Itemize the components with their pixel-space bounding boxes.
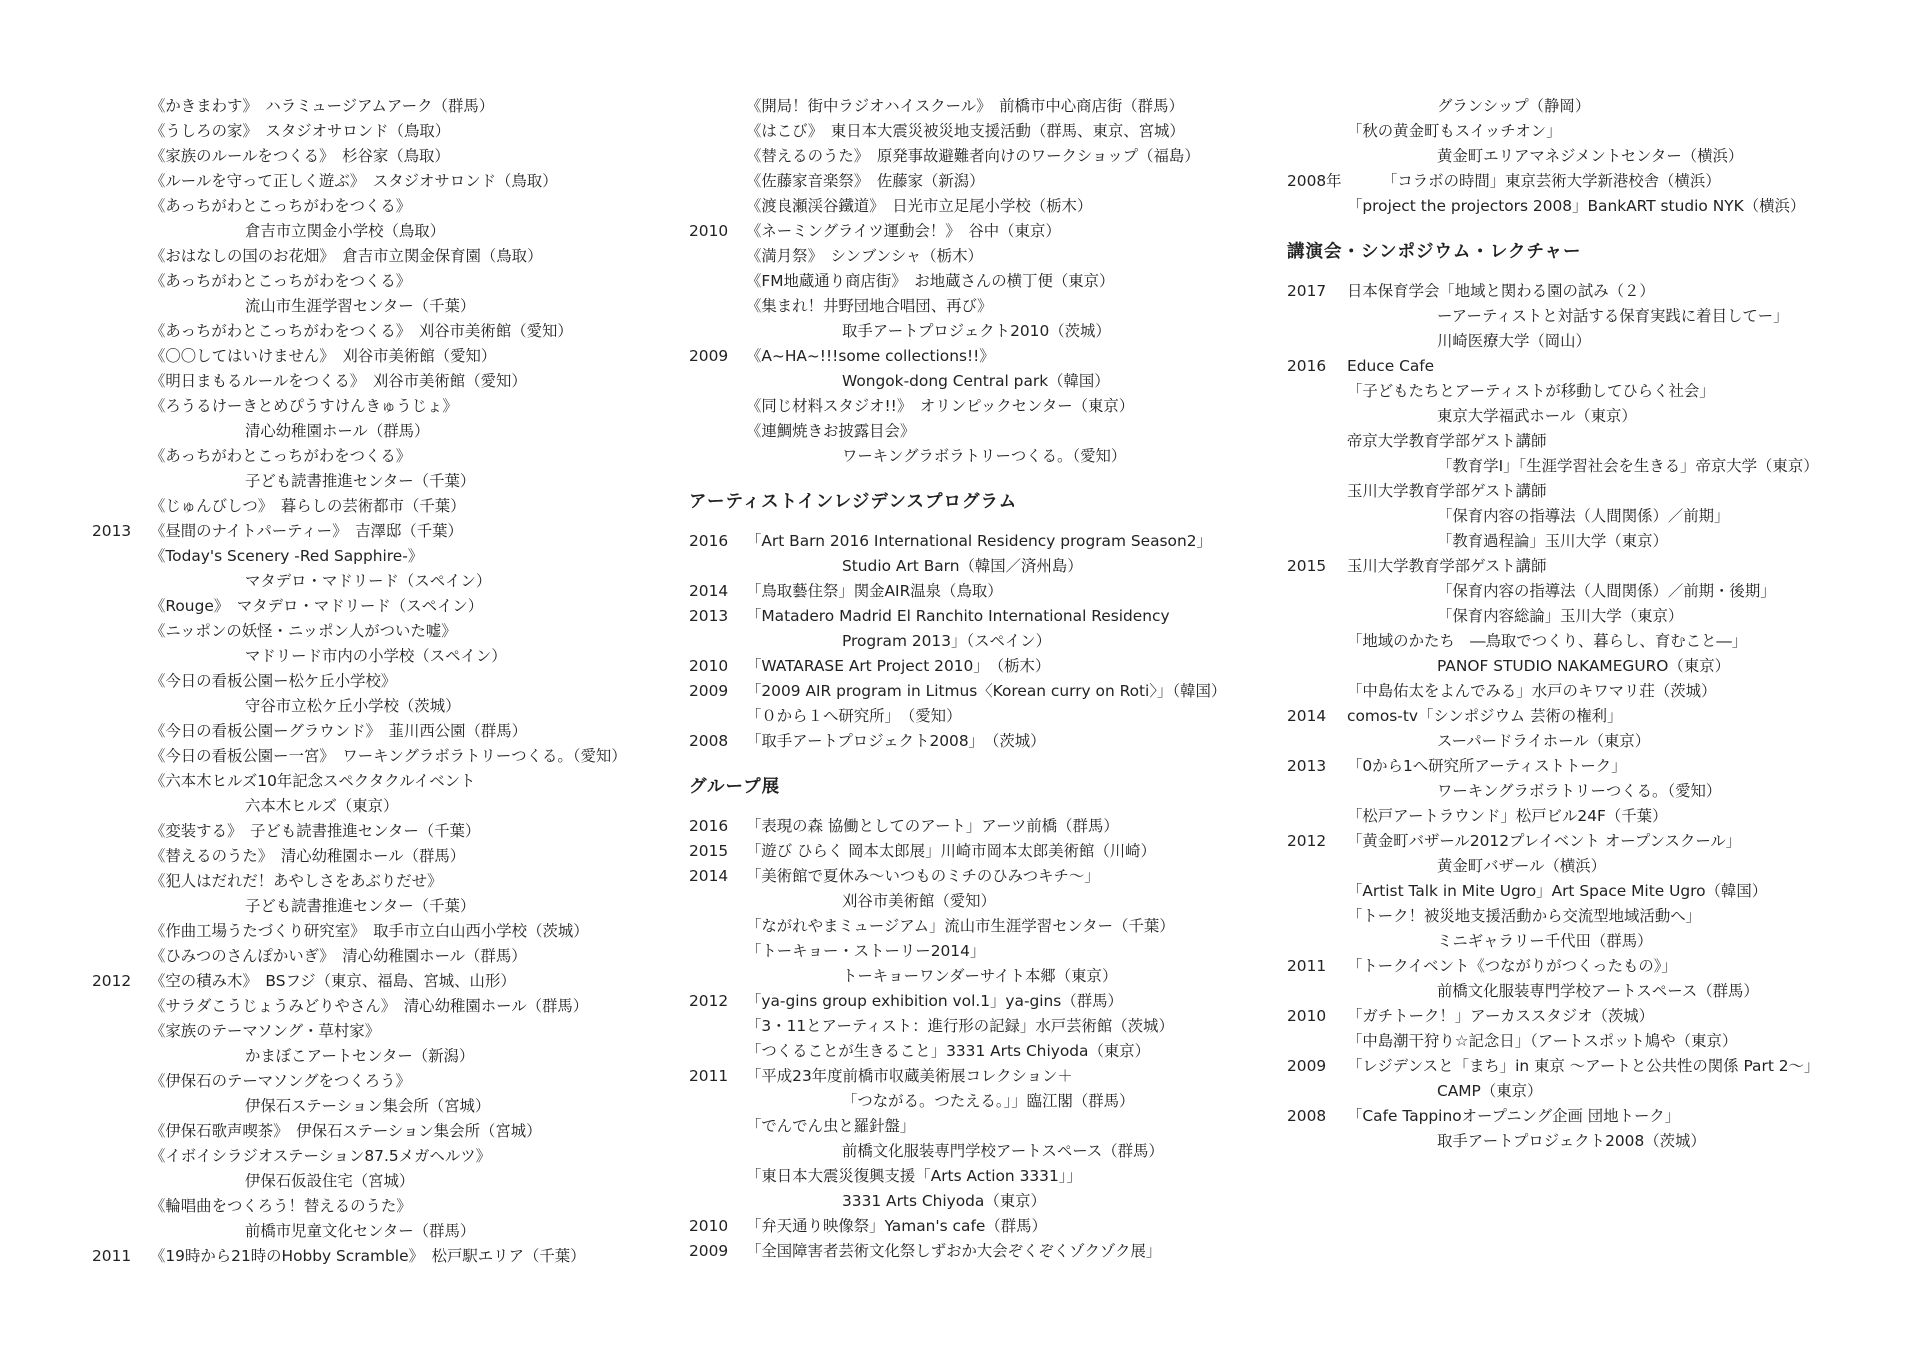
section-heading-residency: アーティストインレジデンスプログラム [689,492,1018,512]
entry-text: 玉川大学教育学部ゲスト講師 [1347,557,1547,575]
entry-text: 「遊び ひらく 岡本太郎展」川崎市岡本太郎美術館（川崎） [746,842,1156,860]
list-item [92,119,692,144]
entry-year: 2009 [689,682,729,700]
list-item [1287,1029,1907,1054]
list-item [689,419,1289,444]
list-item [92,369,692,394]
entry-text: 《はこび》 東日本大震災被災地支援活動（群馬、東京、宮城） [746,122,1185,140]
list-item [92,869,692,894]
entry-text: 《犯人はだれだ！あやしさをあぶりだせ》 [150,872,443,890]
list-item [92,194,692,219]
entry-text: 「つくることが生きること」3331 Arts Chiyoda（東京） [746,1042,1151,1060]
list-item [92,969,692,994]
entry-year: 2009 [689,347,729,365]
column-3 [1287,94,1907,1154]
list-item [689,939,1289,964]
list-item [689,444,1289,469]
entry-text: 《伊保石のテーマソングをつくろう》 [150,1072,411,1090]
list-item [689,989,1289,1014]
list-item [92,1044,692,1069]
entry-year: 2014 [689,582,729,600]
list-item [1287,169,1907,194]
entry-text: 《家族のテーマソング・草村家》 [150,1022,381,1040]
list-item [689,94,1289,119]
entry-text: 刈谷市美術館（愛知） [842,892,996,910]
list-item [1287,579,1907,604]
section-heading-group: グループ展 [689,777,781,797]
entry-text: 「教育過程論」玉川大学（東京） [1437,532,1668,550]
list-item [92,494,692,519]
entry-text: 《あっちがわとこっちがわをつくる》 [150,272,412,290]
entry-text: かまぼこアートセンター（新潟） [245,1047,475,1065]
list-item [1287,279,1907,304]
entry-text: 「project the projectors 2008」BankART studio NYK（横浜） [1347,197,1806,215]
list-item [689,144,1289,169]
entry-text: 《Rouge》 マタデロ・マドリード（スペイン） [150,597,484,615]
entry-text: 日本保育学会「地域と関わる園の試み（２） [1347,282,1655,300]
entry-text: 帝京大学教育学部ゲスト講師 [1347,432,1547,450]
entry-text: 《おはなしの国のお花畑》 倉吉市立関金保育園（鳥取） [150,247,543,265]
list-item [1287,454,1907,479]
section-spacer [1287,219,1907,240]
list-item [1287,329,1907,354]
entry-text: 前橋文化服装専門学校アートスペース（群馬） [842,1142,1164,1160]
list-item [92,94,692,119]
entry-year: 2010 [689,1217,729,1235]
entry-text: 「０から１へ研究所」 （愛知） [746,707,962,725]
entry-text: 「ながれやまミュージアム」流山市生涯学習センター（千葉） [746,917,1175,935]
entry-text: 倉吉市立関金小学校（鳥取） [245,222,446,240]
entry-year: 2008年 [1287,172,1342,190]
list-item [689,579,1289,604]
list-item [92,1144,692,1169]
entry-text: 「保育内容総論」玉川大学（東京） [1437,607,1684,625]
entry-text: Wongok-dong Central park（韓国） [842,372,1110,390]
list-item [689,244,1289,269]
entry-year: 2010 [689,657,729,675]
entry-year: 2010 [1287,1007,1327,1025]
list-item [689,1189,1289,1214]
entry-text: 《変装する》 子ども読書推進センター（千葉） [150,822,481,840]
list-item [689,269,1289,294]
entry-text: 《ルールを守って正しく遊ぶ》 スタジオサロンド（鳥取） [150,172,558,190]
list-item [92,744,692,769]
entry-text: 「平成23年度前橋市収蔵美術展コレクション＋ [746,1067,1073,1085]
entry-text: トーキョーワンダーサイト本郷（東京） [842,967,1118,985]
section-spacer [689,800,1289,814]
list-item [92,469,692,494]
list-item [1287,729,1907,754]
list-item [1287,904,1907,929]
entry-year: 2011 [1287,957,1327,975]
entry-year: 2009 [1287,1057,1327,1075]
list-item [92,1219,692,1244]
entry-year: 2008 [689,732,729,750]
entry-year: 2013 [92,522,132,540]
list-item [92,344,692,369]
list-item [92,169,692,194]
entry-year: 2015 [689,842,729,860]
entry-text: 《集まれ！井野団地合唱団、再び》 [746,297,993,315]
list-item [689,1114,1289,1139]
list-item [92,669,692,694]
list-item [92,419,692,444]
list-item [1287,929,1907,954]
list-item [689,319,1289,344]
entry-text: 「ya-gins group exhibition vol.1」ya-gins（群馬） [746,992,1123,1010]
list-item [689,604,1289,629]
entry-text: 黄金町バザール（横浜） [1437,857,1606,875]
entry-text: 流山市生涯学習センター（千葉） [245,297,476,315]
entry-text: 「松戸アートラウンド」松戸ビル24F（千葉） [1347,807,1668,825]
list-item [92,219,692,244]
list-item [1287,354,1907,379]
list-item [92,394,692,419]
entry-text: 《あっちがわとこっちがわをつくる》 [150,197,412,215]
entry-text: 川崎医療大学（岡山） [1437,332,1591,350]
list-item [92,619,692,644]
entry-text: ミニギャラリー千代田（群馬） [1437,932,1653,950]
list-item [92,1019,692,1044]
list-item [92,644,692,669]
entry-text: 《Today's Scenery -Red Sapphire-》 [150,547,424,565]
entry-text: 「教育学Ⅰ」「生涯学習社会を生きる」帝京大学（東京） [1437,457,1819,475]
entry-text: ーアーティストと対話する保育実践に着目してー」 [1437,307,1789,325]
list-item [1287,304,1907,329]
list-item [92,319,692,344]
entry-text: 玉川大学教育学部ゲスト講師 [1347,482,1547,500]
entry-text: 《ひみつのさんぽかいぎ》 清心幼稚園ホール（群馬） [150,947,527,965]
entry-text: 《伊保石歌声喫茶》 伊保石ステーション集会所（宮城） [150,1122,542,1140]
list-item [1287,144,1907,169]
entry-text: 《替えるのうた》 原発事故避難者向けのワークショップ（福島） [746,147,1200,165]
list-item [1287,754,1907,779]
entry-text: Program 2013」（スペイン） [842,632,1052,650]
entry-text: 《作曲工場うたづくり研究室》 取手市立白山西小学校（茨城） [150,922,589,940]
entry-year: 2016 [689,817,729,835]
entry-text: 「ガチトーク！」アーカススタジオ（茨城） [1347,1007,1655,1025]
entry-text: 「弁天通り映像祭」Yaman's cafe（群馬） [746,1217,1047,1235]
entry-text: 守谷市立松ケ丘小学校（茨城） [245,697,461,715]
entry-text: 取手アートプロジェクト2010（茨城） [842,322,1111,340]
list-item [1287,379,1907,404]
entry-year: 2012 [689,992,729,1010]
entry-text: 前橋市児童文化センター（群馬） [245,1222,476,1240]
list-item [689,344,1289,369]
list-item [1287,679,1907,704]
entry-text: 「つながる。つたえる。」」臨江閣（群馬） [842,1092,1135,1110]
entry-text: ワーキングラボラトリーつくる。（愛知） [1437,782,1722,800]
entry-text: 《かきまわす》 ハラミュージアムアーク（群馬） [150,97,495,115]
list-item [92,794,692,819]
entry-text: マドリード市内の小学校（スペイン） [245,647,507,665]
list-item [1287,779,1907,804]
entry-text: 《あっちがわとこっちがわをつくる》 [150,447,412,465]
list-item [1287,629,1907,654]
section-spacer [689,469,1289,490]
list-item [92,1244,692,1269]
entry-text: ワーキングラボラトリーつくる。（愛知） [842,447,1127,465]
entry-text: 子ども読書推進センター（千葉） [245,472,476,490]
list-item [689,679,1289,704]
list-item [1287,854,1907,879]
list-item [1287,554,1907,579]
entry-year: 2016 [1287,357,1327,375]
entry-text: 《今日の看板公園ー一宮》 ワーキングラボラトリーつくる。（愛知） [150,747,627,765]
list-item [92,844,692,869]
section-spacer [689,515,1289,529]
entry-text: 「全国障害者芸術文化祭しずおか大会ぞくぞくゾクゾク展」 [746,1242,1162,1260]
entry-text: 清心幼稚園ホール（群馬） [245,422,430,440]
entry-text: 「WATARASE Art Project 2010」 （栃木） [746,657,1051,675]
list-item [92,544,692,569]
entry-year: 2012 [92,972,132,990]
list-item [92,819,692,844]
entry-text: 《明日まもるルールをつくる》 刈谷市美術館（愛知） [150,372,527,390]
list-item [689,1139,1289,1164]
entry-year: 2011 [689,1067,729,1085]
list-item [92,294,692,319]
list-item [689,864,1289,889]
list-item [1287,1104,1907,1129]
entry-text: 「0から1へ研究所アーティストトーク」 [1347,757,1627,775]
entry-text: Studio Art Barn（韓国／済州島） [842,557,1083,575]
list-item [689,219,1289,244]
list-item [92,594,692,619]
section-heading-lectures: 講演会・シンポジウム・レクチャー [1287,242,1582,262]
entry-text: 《FM地蔵通り商店街》 お地蔵さんの横丁便（東京） [746,272,1115,290]
entry-text: PANOF STUDIO NAKAMEGURO（東京） [1437,657,1730,675]
entry-text: 《あっちがわとこっちがわをつくる》 刈谷市美術館（愛知） [150,322,573,340]
entry-text: 「トークイベント《つながりがつくったもの》」 [1347,957,1677,975]
entry-text: 「レジデンスと「まち」in 東京 〜アートと公共性の関係 Part 2〜」 [1347,1057,1820,1075]
list-item [1287,979,1907,1004]
entry-text: 「秋の黄金町もスイッチオン」 [1347,122,1562,140]
list-item [1287,429,1907,454]
entry-text: 《六本木ヒルズ10年記念スペクタクルイベント [150,772,476,790]
entry-text: 「Artist Talk in Mite Ugro」Art Space Mite Ugro（韓国） [1347,882,1768,900]
entry-text: 《同じ材料スタジオ!!》 オリンピックセンター（東京） [746,397,1135,415]
list-item [689,1039,1289,1064]
list-item [92,519,692,544]
entry-text: 《うしろの家》 スタジオサロンド（鳥取） [150,122,451,140]
list-item [689,964,1289,989]
entry-text: 《イボイシラジオステーション87.5メガヘルツ》 [150,1147,492,1165]
list-item [689,529,1289,554]
entry-text: 「中島潮干狩り☆記念日」（アートスポット鳩や（東京） [1347,1032,1738,1050]
list-item [689,169,1289,194]
list-item [689,194,1289,219]
list-item [689,1164,1289,1189]
list-item [1287,504,1907,529]
list-item [1287,1079,1907,1104]
list-item [689,889,1289,914]
entry-text: 《満月祭》 シンブンシャ（栃木） [746,247,983,265]
entry-text: 《佐藤家音楽祭》 佐藤家（新潟） [746,172,985,190]
list-item [92,694,692,719]
list-item [689,394,1289,419]
entry-text: 伊保石仮設住宅（宮城） [245,1172,415,1190]
list-item [689,654,1289,679]
entry-year: 2008 [1287,1107,1327,1125]
entry-text: Educe Cafe [1347,357,1435,375]
list-item [92,269,692,294]
list-item [92,569,692,594]
entry-year: 2011 [92,1247,132,1265]
list-item [1287,1004,1907,1029]
entry-text: comos-tv「シンポジウム 芸術の権利」 [1347,707,1623,725]
entry-text: 「トーク！被災地支援活動から交流型地域活動へ」 [1347,907,1701,925]
entry-text: 「地域のかたち ―鳥取でつくり、暮らし、育むこと―」 [1347,632,1748,650]
list-item [1287,529,1907,554]
list-item [1287,804,1907,829]
entry-text: 黄金町エリアマネジメントセンター（横浜） [1437,147,1744,165]
list-item [689,1064,1289,1089]
entry-text: 《昼間のナイトパーティー》 吉澤邸（千葉） [150,522,463,540]
entry-year: 2014 [689,867,729,885]
list-item [689,1089,1289,1114]
list-item [689,1214,1289,1239]
list-item [689,839,1289,864]
entry-text: 「保育内容の指導法（人間関係）／前期・後期」 [1437,582,1776,600]
entry-text: 「トーキョー・ストーリー2014」 [746,942,986,960]
list-item [92,444,692,469]
list-item [689,704,1289,729]
entry-year: 2009 [689,1242,729,1260]
entry-text: 「子どもたちとアーティストが移動してひらく社会」 [1347,382,1715,400]
list-item [92,1169,692,1194]
list-item [689,1014,1289,1039]
entry-text: 六本木ヒルズ（東京） [245,797,399,815]
list-item [92,769,692,794]
entry-text: 3331 Arts Chiyoda（東京） [842,1192,1046,1210]
entry-text: 「Cafe Tappinoオープニング企画 団地トーク」 [1347,1107,1681,1125]
entry-text: 《サラダこうじょうみどりやさん》 清心幼稚園ホール（群馬） [150,997,589,1015]
entry-text: 《渡良瀬渓谷鐵道》 日光市立足尾小学校（栃木） [746,197,1093,215]
entry-text: 《今日の看板公園ーグラウンド》 韮川西公園（群馬） [150,722,528,740]
entry-text: 《替えるのうた》 清心幼稚園ホール（群馬） [150,847,466,865]
entry-text: 《じゅんびしつ》 暮らしの芸術都市（千葉） [150,497,466,515]
entry-text: 《ろうるけーきとめぴうすけんきゅうじょ》 [150,397,458,415]
list-item [1287,879,1907,904]
entry-text: 《開局！街中ラジオハイスクール》 前橋市中心商店街（群馬） [746,97,1184,115]
list-item [689,914,1289,939]
entry-year: 2013 [689,607,729,625]
entry-text: 《19時から21時のHobby Scramble》 松戸駅エリア（千葉） [150,1247,586,1265]
entry-text: スーパードライホール（東京） [1437,732,1651,750]
entry-text: 「Matadero Madrid El Ranchito International Residency [746,607,1170,625]
entry-text: 「中島佑太をよんでみる」水戸のキワマリ荘（茨城） [1347,682,1717,700]
list-item [689,554,1289,579]
list-item [689,119,1289,144]
entry-text: 「保育内容の指導法（人間関係）／前期」 [1437,507,1730,525]
entry-text: 「表現の森 協働としてのアート」アーツ前橋（群馬） [746,817,1119,835]
entry-text: 《〇〇してはいけません》 刈谷市美術館（愛知） [150,347,497,365]
section-spacer [689,754,1289,775]
entry-year: 2017 [1287,282,1327,300]
entry-text: 「2009 AIR program in Litmus〈Korean curry on Roti〉」（韓国） [746,682,1227,700]
entry-text: 伊保石ステーション集会所（宮城） [245,1097,491,1115]
list-item [1287,954,1907,979]
entry-text: 「3・11とアーティスト：進行形の記録」水戸芸術館（茨城） [746,1017,1174,1035]
entry-text: 東京大学福武ホール（東京） [1437,407,1637,425]
entry-year: 2013 [1287,757,1327,775]
entry-text: 《家族のルールをつくる》 杉谷家（鳥取） [150,147,450,165]
list-item [689,629,1289,654]
list-item [689,814,1289,839]
list-item [92,919,692,944]
list-item [92,1119,692,1144]
entry-text: 「Art Barn 2016 International Residency program Season2」 [746,532,1212,550]
list-item [1287,604,1907,629]
entry-text: 《A~HA~!!!some collections!!》 [746,347,995,365]
list-item [1287,94,1907,119]
entry-year: 2010 [689,222,729,240]
list-item [92,1069,692,1094]
list-item [1287,1129,1907,1154]
column-1 [92,94,692,1269]
entry-text: 「東日本大震災復興支援「Arts Action 3331」」 [746,1167,1082,1185]
entry-text: CAMP（東京） [1437,1082,1543,1100]
list-item [92,994,692,1019]
list-item [1287,704,1907,729]
list-item [92,144,692,169]
column-2 [689,94,1289,1264]
list-item [92,1094,692,1119]
entry-text: 前橋文化服装専門学校アートスペース（群馬） [1437,982,1759,1000]
entry-text: 《輪唱曲をつくろう！替えるのうた》 [150,1197,412,1215]
entry-text: グランシップ（静岡） [1437,97,1591,115]
list-item [1287,119,1907,144]
entry-text: 「鳥取藝住祭」関金AIR温泉（鳥取） [746,582,1003,600]
entry-text: 《今日の看板公園ー松ケ丘小学校》 [150,672,397,690]
list-item [92,944,692,969]
list-item [1287,1054,1907,1079]
entry-text: 取手アートプロジェクト2008（茨城） [1437,1132,1706,1150]
list-item [689,369,1289,394]
section-spacer [1287,265,1907,279]
list-item [1287,479,1907,504]
entry-year: 2012 [1287,832,1327,850]
list-item [1287,829,1907,854]
list-item [1287,654,1907,679]
entry-text: 「取手アートプロジェクト2008」 （茨城） [746,732,1046,750]
list-item [92,1194,692,1219]
entry-year: 2015 [1287,557,1327,575]
entry-text: 子ども読書推進センター（千葉） [245,897,476,915]
entry-year: 2016 [689,532,729,550]
list-item [92,894,692,919]
entry-year: 2014 [1287,707,1327,725]
entry-text: マタデロ・マドリード（スペイン） [245,572,492,590]
list-item [1287,194,1907,219]
entry-text: 「でんでん虫と羅針盤」 [746,1117,916,1135]
entry-text: 「美術館で夏休み〜いつものミチのひみつキチ〜」 [746,867,1100,885]
list-item [689,1239,1289,1264]
entry-text: 「黄金町バザール2012プレイベント オープンスクール」 [1347,832,1742,850]
entry-text: 「コラボの時間」東京芸術大学新港校舎（横浜） [1382,172,1721,190]
list-item [1287,404,1907,429]
entry-text: 《ネーミングライツ運動会！》 谷中（東京） [746,222,1061,240]
list-item [92,244,692,269]
list-item [92,719,692,744]
list-item [689,729,1289,754]
entry-text: 《連鯛焼きお披露目会》 [746,422,916,440]
entry-text: 《空の積み木》 BSフジ（東京、福島、宮城、山形） [150,972,516,990]
entry-text: 《ニッポンの妖怪・ニッポン人がついた嘘》 [150,622,457,640]
list-item [689,294,1289,319]
